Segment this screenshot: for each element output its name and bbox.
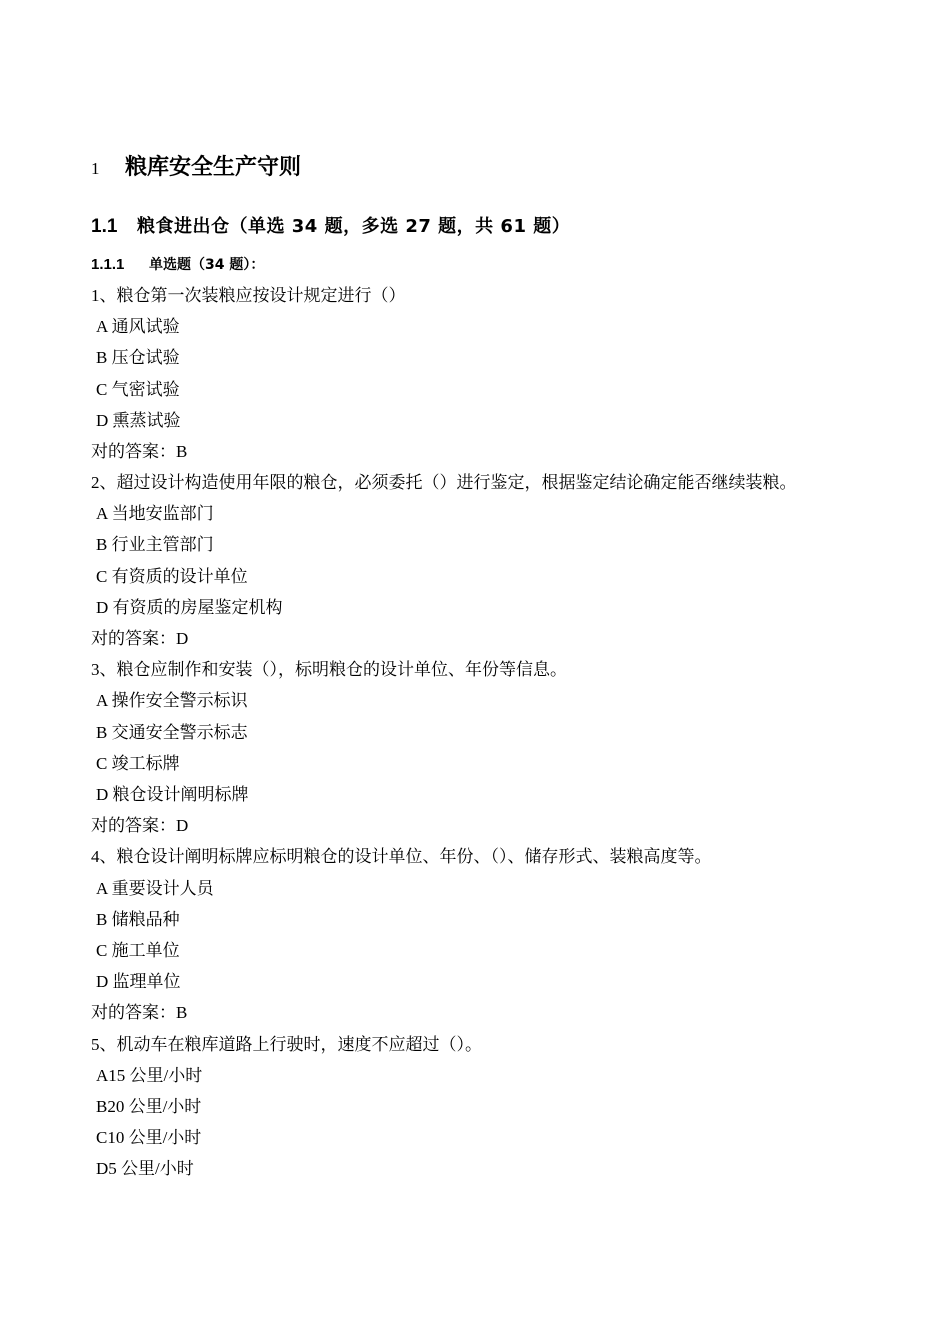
option-c: C 竣工标牌	[96, 753, 180, 773]
heading-level-2	[91, 212, 871, 246]
question-text: 5、机动车在粮库道路上行驶时，速度不应超过（）。	[91, 1034, 482, 1054]
option-b: B20 公里/小时	[96, 1097, 202, 1117]
option-c: C10 公里/小时	[96, 1128, 202, 1148]
heading-level-3	[91, 254, 871, 280]
option-d: D 监理单位	[96, 972, 181, 992]
heading-2-number: 1.1	[91, 216, 118, 237]
option-c: C 有资质的设计单位	[96, 566, 248, 586]
question-text: 4、粮仓设计阐明标牌应标明粮仓的设计单位、年份、（）、储存形式、装粮高度等。	[91, 847, 712, 867]
heading-1-number: 1	[91, 159, 100, 178]
option-a: A 重要设计人员	[96, 878, 214, 898]
heading-3-number: 1.1.1	[91, 256, 125, 273]
question-text: 2、超过设计构造使用年限的粮仓，必须委托（）进行鉴定，根据鉴定结论确定能否继续装粮。	[91, 473, 797, 493]
option-b: B 行业主管部门	[96, 535, 214, 555]
option-b: B 交通安全警示标志	[96, 722, 248, 742]
option-d: D 有资质的房屋鉴定机构	[96, 597, 283, 617]
heading-1-title: 粮库安全生产守则	[125, 155, 302, 180]
answer-text: 对的答案：B	[91, 442, 188, 462]
option-c: C 气密试验	[96, 379, 180, 399]
option-a: A 操作安全警示标识	[96, 691, 248, 711]
question-text: 3、粮仓应制作和安装（），标明粮仓的设计单位、年份等信息。	[91, 660, 567, 680]
question-block	[91, 841, 871, 1028]
option-b: B 压仓试验	[96, 348, 180, 368]
option-a: A 通风试验	[96, 317, 180, 337]
answer-text: 对的答案：D	[91, 629, 189, 649]
answer-text: 对的答案：B	[91, 1003, 188, 1023]
question-block	[91, 1029, 871, 1185]
option-b: B 储粮品种	[96, 909, 180, 929]
question-text: 1、粮仓第一次装粮应按设计规定进行（）	[91, 286, 406, 305]
heading-3-title: 单选题（34 题）：	[149, 257, 265, 273]
option-d: D5 公里/小时	[96, 1159, 194, 1179]
heading-2-title: 粮食进出仓（单选 34 题，多选 27 题，共 61 题）	[137, 216, 571, 237]
option-d: D 粮仓设计阐明标牌	[96, 785, 249, 805]
option-c: C 施工单位	[96, 941, 180, 961]
question-block	[91, 280, 871, 467]
option-d: D 熏蒸试验	[96, 410, 181, 430]
question-block	[91, 467, 871, 654]
option-a: A 当地安监部门	[96, 504, 214, 524]
option-a: A15 公里/小时	[96, 1065, 203, 1085]
question-block	[91, 654, 871, 841]
heading-level-1	[91, 150, 871, 190]
answer-text: 对的答案：D	[91, 816, 189, 836]
document-page	[91, 150, 871, 1185]
